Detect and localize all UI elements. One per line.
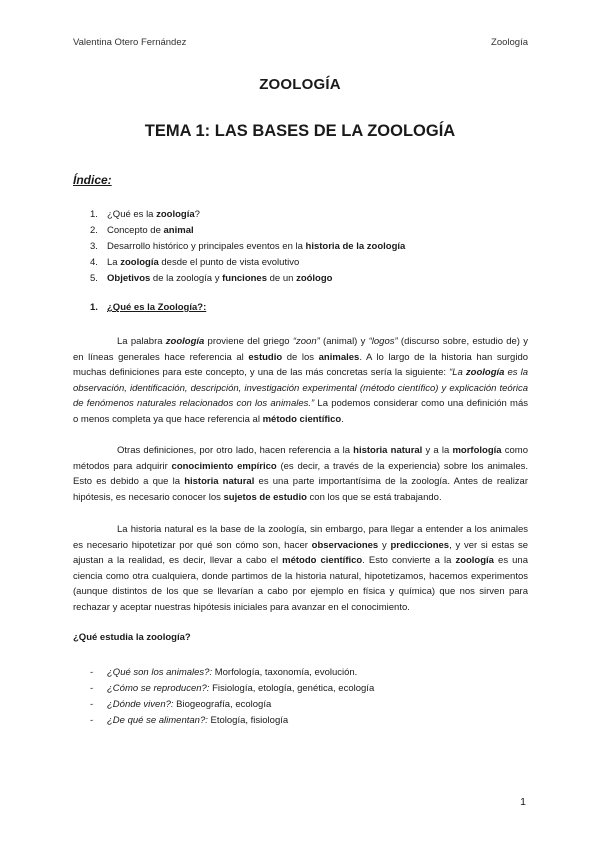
italic-text: es la observación, identificación, descripción, investigación experimental (método científico) y explicación teórica de fenómenos naturales relacionados con los animales.” (73, 367, 528, 409)
toc-item (90, 239, 405, 255)
text-run: es una parte importantísima de la zoología. Antes de realizar hipótesis, es necesario conocer los (73, 476, 529, 503)
text-run: La palabra (117, 336, 166, 347)
header-author: Valentina Otero Fernández (73, 37, 187, 48)
paragraph-natural-history (73, 443, 528, 505)
bold-text: conocimiento empírico (171, 460, 277, 472)
toc-item (90, 207, 405, 223)
text-run: es una ciencia como otra cualquiera, donde partimos de la historia natural, hipotetizamos, hacemos experimentos (aunque distintos de los que se llevarían a cabo por ejemplo en física y química) que nos sirven para rechazar y aceptar nuestras hipótesis iniciales para avanzar en el conocimiento. (73, 555, 528, 613)
text-run: ? (194, 209, 200, 220)
paragraph-scientific-method (73, 522, 528, 615)
list-item (90, 713, 374, 729)
page-number: 1 (520, 796, 526, 808)
bold-text: animales (318, 351, 360, 363)
bold-text: funciones (222, 273, 267, 284)
bullet-question: ¿Dónde viven?: (107, 699, 174, 710)
toc-number: 3. (90, 241, 98, 252)
bullet-answer: Biogeografía, ecología (173, 699, 272, 710)
bullet-question: ¿De qué se alimentan?: (107, 715, 208, 726)
header-subject: Zoología (491, 37, 528, 48)
text-run: Otras definiciones, por otro lado, hacen referencia a la (117, 445, 354, 456)
bullet-question: ¿Cómo se reproducen?: (107, 683, 210, 694)
toc-item (90, 223, 405, 239)
bold-text: método científico (262, 413, 342, 425)
toc-item (90, 255, 405, 271)
text-run: ¿Qué es la (107, 209, 157, 220)
text-run: y (378, 539, 391, 551)
toc-number: 4. (90, 257, 98, 268)
document-title: ZOOLOGÍA (259, 76, 341, 93)
bold-text: estudio (248, 351, 283, 363)
italic-text: “La (449, 367, 466, 378)
text-run: . A lo largo de la historia han surgido muchas definiciones para este concepto, y una de las más concretas sería la siguiente: (73, 351, 529, 378)
study-areas-list (90, 665, 374, 729)
toc-number: 2. (90, 225, 98, 236)
text-run: de la zoología y (150, 273, 223, 284)
text-run: Concepto de (107, 225, 164, 236)
italic-text: “logos” (368, 336, 398, 347)
table-of-contents (90, 207, 405, 287)
bold-text: historia de la zoología (305, 241, 406, 252)
bold-text: predicciones (390, 539, 450, 551)
bold-text: animal (163, 225, 194, 236)
section-label: ¿Qué es la Zoología?: (107, 302, 207, 313)
text-run: (animal) y (319, 336, 369, 347)
bold-text: observaciones (311, 539, 379, 551)
bullet-dash: - (90, 699, 94, 710)
document-subtitle: TEMA 1: LAS BASES DE LA ZOOLOGÍA (144, 122, 456, 140)
bold-text: morfología (452, 445, 502, 456)
bullet-dash: - (90, 715, 94, 726)
text-run: La (107, 257, 121, 268)
bold-text: historia natural (184, 476, 255, 487)
section-number: 1. (90, 302, 98, 313)
bullet-dash: - (90, 667, 94, 678)
text-run: de los (282, 351, 319, 363)
bold-text: Objetivos (107, 273, 151, 284)
text-run: con los que se está trabajando. (306, 491, 442, 503)
text-run: . Esto convierte a la (362, 555, 456, 566)
bold-text: zoología (455, 555, 494, 566)
list-item (90, 681, 374, 697)
bold-text: historia natural (353, 445, 423, 456)
text-run: proviene del griego (204, 336, 293, 347)
index-heading: Índice: (73, 173, 112, 187)
bullet-question: ¿Qué son los animales?: (107, 667, 213, 678)
bold-text: sujetos de estudio (223, 491, 307, 503)
section-heading (90, 302, 206, 313)
toc-number: 5. (90, 273, 98, 284)
bold-text: zoología (465, 367, 505, 378)
bullet-answer: Fisiología, etología, genética, ecología (209, 683, 375, 694)
bullet-answer: Morfología, taxonomía, evolución. (212, 667, 358, 678)
text-run: (es decir, a través de la experiencia) sobre los animales. Esto es debido a que la (73, 460, 528, 487)
text-run: . (341, 413, 344, 425)
bold-text: zoología (165, 336, 205, 347)
bold-text: método científico (282, 555, 363, 566)
text-run: La podemos considerar como una definición más o menos completa ya que hace referencia al (73, 398, 528, 425)
toc-item (90, 271, 405, 287)
text-run: como métodos para adquirir (73, 445, 528, 472)
bold-text: zoólogo (296, 273, 333, 284)
text-run: , y ver si estas se ajustan a la realidad, es decir, llevar a cabo el (73, 539, 528, 566)
italic-text: “zoon” (292, 336, 320, 347)
text-run: (discurso sobre, estudio de) y en líneas generales hace referencia al (73, 336, 528, 363)
text-run: y a la (422, 445, 453, 456)
bold-text: zoología (120, 257, 159, 268)
text-run: La historia natural es la base de la zoología, sin embargo, para llegar a entender a los animales es necesario hipotetizar por qué son cómo son, hacer (73, 524, 528, 551)
toc-number: 1. (90, 209, 98, 220)
text-run: desde el punto de vista evolutivo (158, 257, 300, 268)
bullet-dash: - (90, 683, 94, 694)
text-run: Desarrollo histórico y principales eventos en la (107, 241, 306, 252)
bullet-answer: Etología, fisiología (207, 715, 289, 726)
text-run: de un (267, 273, 297, 284)
list-item (90, 697, 374, 713)
bold-text: zoología (156, 209, 195, 220)
question-heading: ¿Qué estudia la zoología? (73, 632, 191, 643)
list-item (90, 665, 374, 681)
paragraph-definition (73, 334, 528, 427)
